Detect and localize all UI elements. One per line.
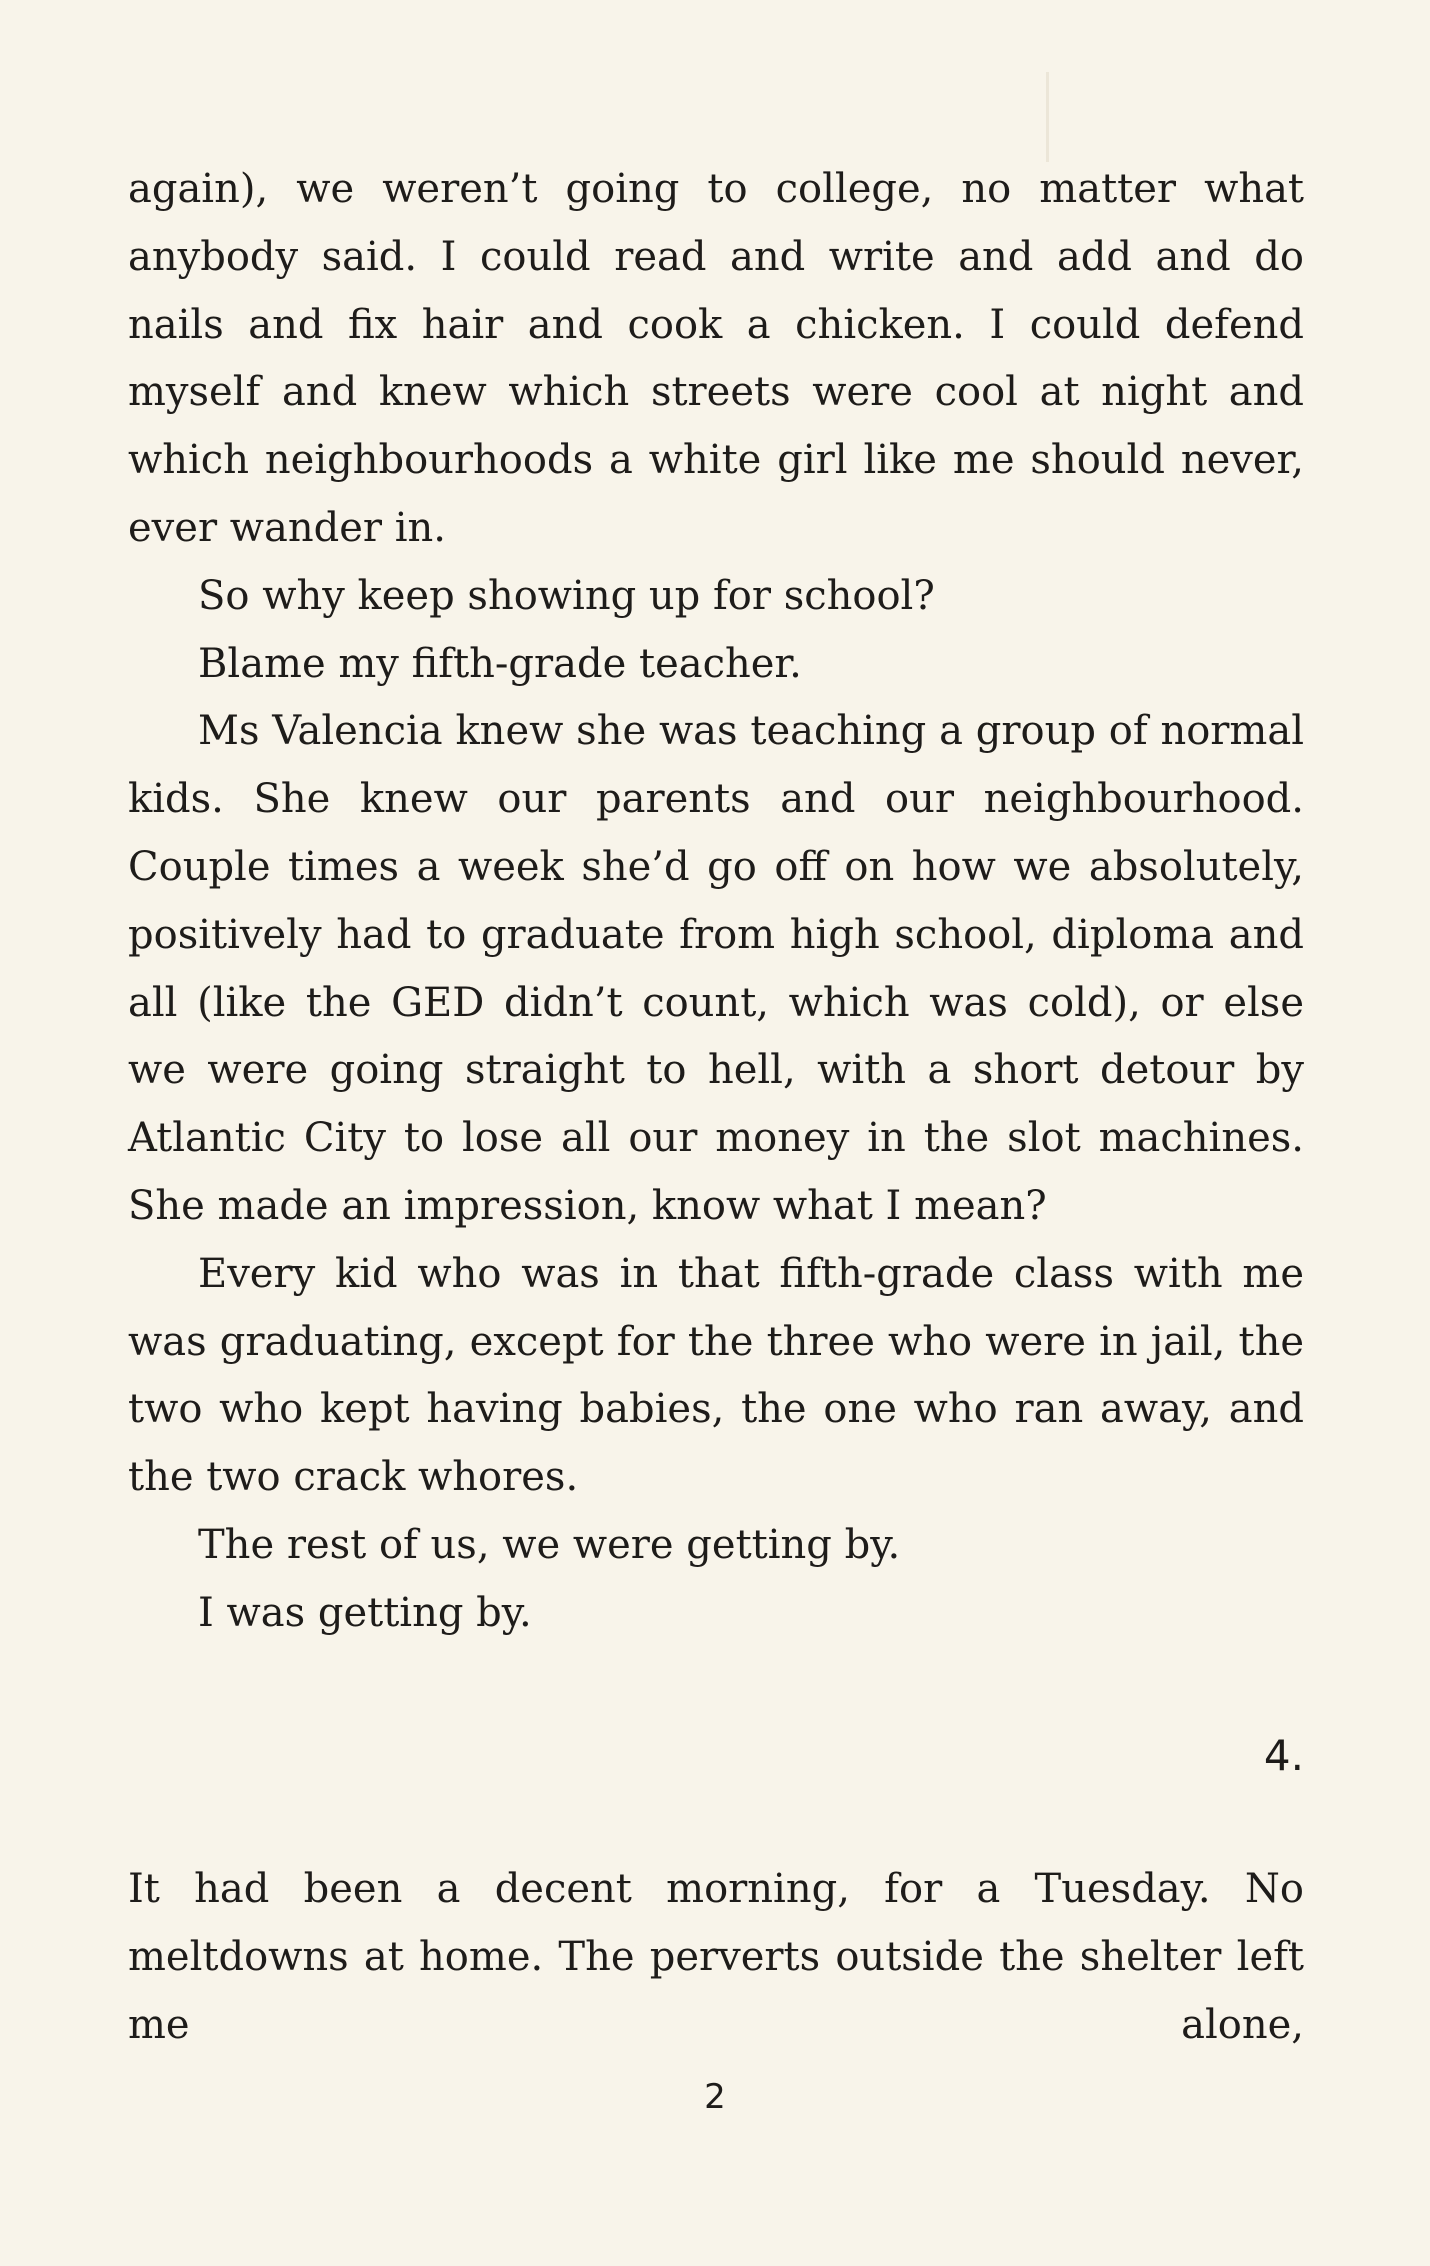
chapter-opening-paragraph: It had been a decent morning, for a Tuesday. No meltdowns at home. The perverts outside the shelter left me alone, bbox=[128, 1866, 1304, 2048]
paragraph: I was getting by. bbox=[198, 1589, 532, 1636]
page-number: 2 bbox=[704, 2077, 726, 2117]
paragraph: again), we weren’t going to college, no matter what anybody said. I could read and write and add and do nails and fix hair and cook a chicken. I could defend myself and knew which streets were cool at night and which neighbourhoods a white girl like me should never, ever wander in. bbox=[128, 166, 1304, 551]
paragraph: Blame my fifth-grade teacher. bbox=[198, 640, 802, 687]
passage bbox=[128, 156, 1304, 1648]
chapter-opening bbox=[128, 1856, 1304, 2059]
chapter-number: 4. bbox=[1263, 1731, 1304, 1780]
paragraph: The rest of us, we were getting by. bbox=[198, 1521, 901, 1568]
paragraph: Every kid who was in that fifth-grade class with me was graduating, except for the three who were in jail, the two who kept having babies, the one who ran away, and the two crack whores. bbox=[128, 1250, 1304, 1501]
paragraph: Ms Valencia knew she was teaching a group of normal kids. She knew our parents and our neighbourhood. Couple times a week she’d go off on how we absolutely, positively had to graduate from high school, diploma and all (like the GED didn’t count, which was cold), or else we were going straight to hell, with a short detour by Atlantic City to lose all our money in the slot machines. She made an impression, know what I mean? bbox=[128, 708, 1304, 1229]
paragraph: So why keep showing up for school? bbox=[198, 572, 935, 619]
scan-artifact bbox=[1046, 72, 1049, 162]
